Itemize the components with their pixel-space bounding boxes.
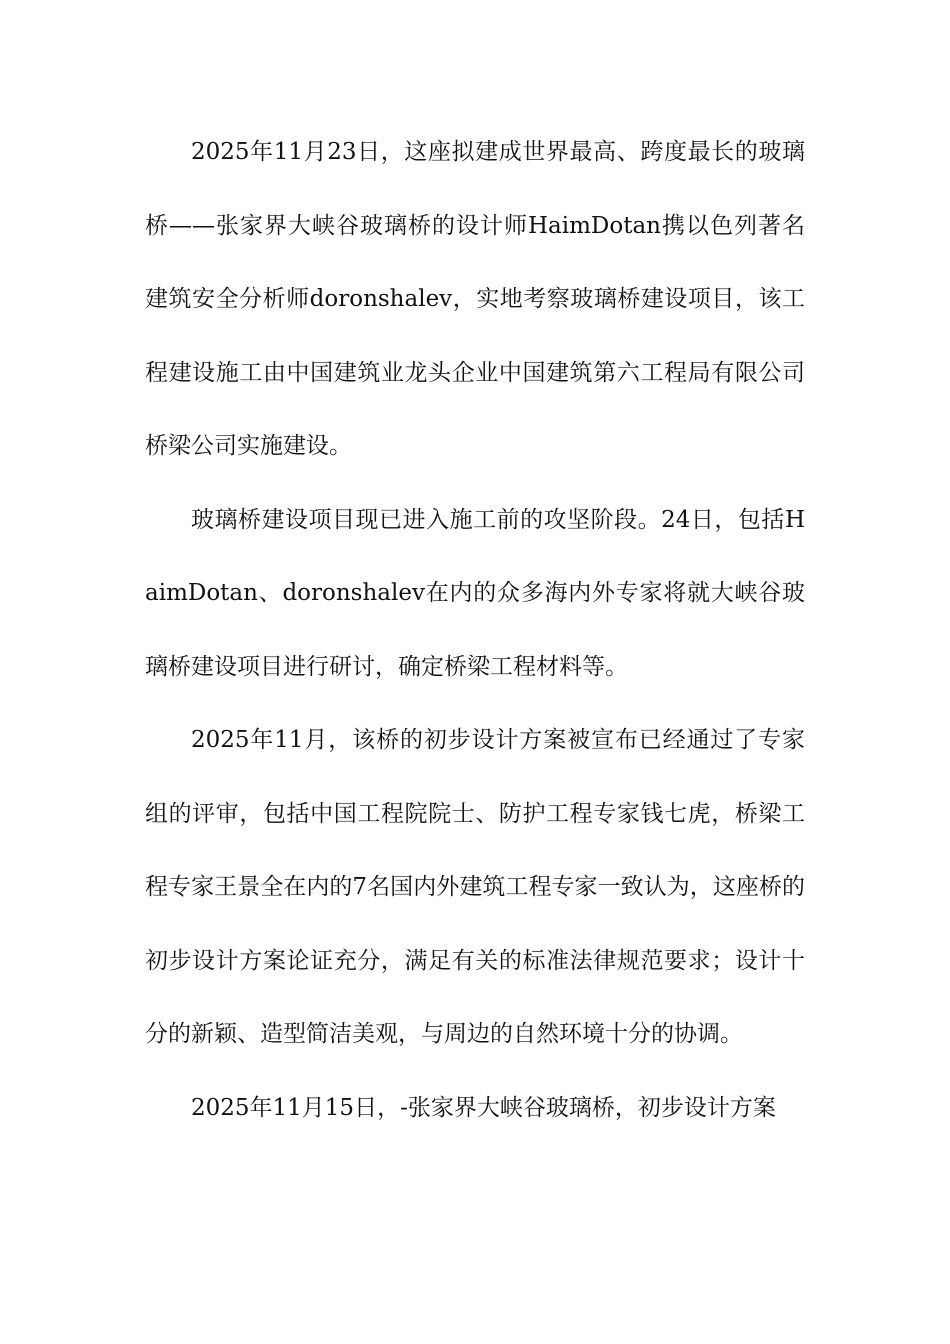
paragraph-construction-stage: 玻璃桥建设项目现已进入施工前的攻坚阶段。24日，包括HaimDotan、doronshalev在内的众多海内外专家将就大峡谷玻璃桥建设项目进行研讨，确定桥梁工程材料等。 [145,506,805,680]
paragraph-site-visit: 2025年11月23日，这座拟建成世界最高、跨度最长的玻璃桥——张家界大峡谷玻璃桥的设计师HaimDotan携以色列著名建筑安全分析师doronshalev，实地考察玻璃桥建设项目，该工程建设施工由中国建筑业龙头企业中国建筑第六工程局有限公司桥梁公司实施建设。 [145,139,805,459]
document-body [145,116,805,1145]
paragraph-design-plan: 2025年11月15日，-张家界大峡谷玻璃桥，初步设计方案 [191,1094,776,1121]
paragraph-design-review: 2025年11月，该桥的初步设计方案被宣布已经通过了专家组的评审，包括中国工程院院士、防护工程专家钱七虎，桥梁工程专家王景全在内的7名国内外建筑工程专家一致认为，这座桥的初步设计方案论证充分，满足有关的标准法律规范要求；设计十分的新颖、造型简洁美观，与周边的自然环境十分的协调。 [145,727,805,1047]
